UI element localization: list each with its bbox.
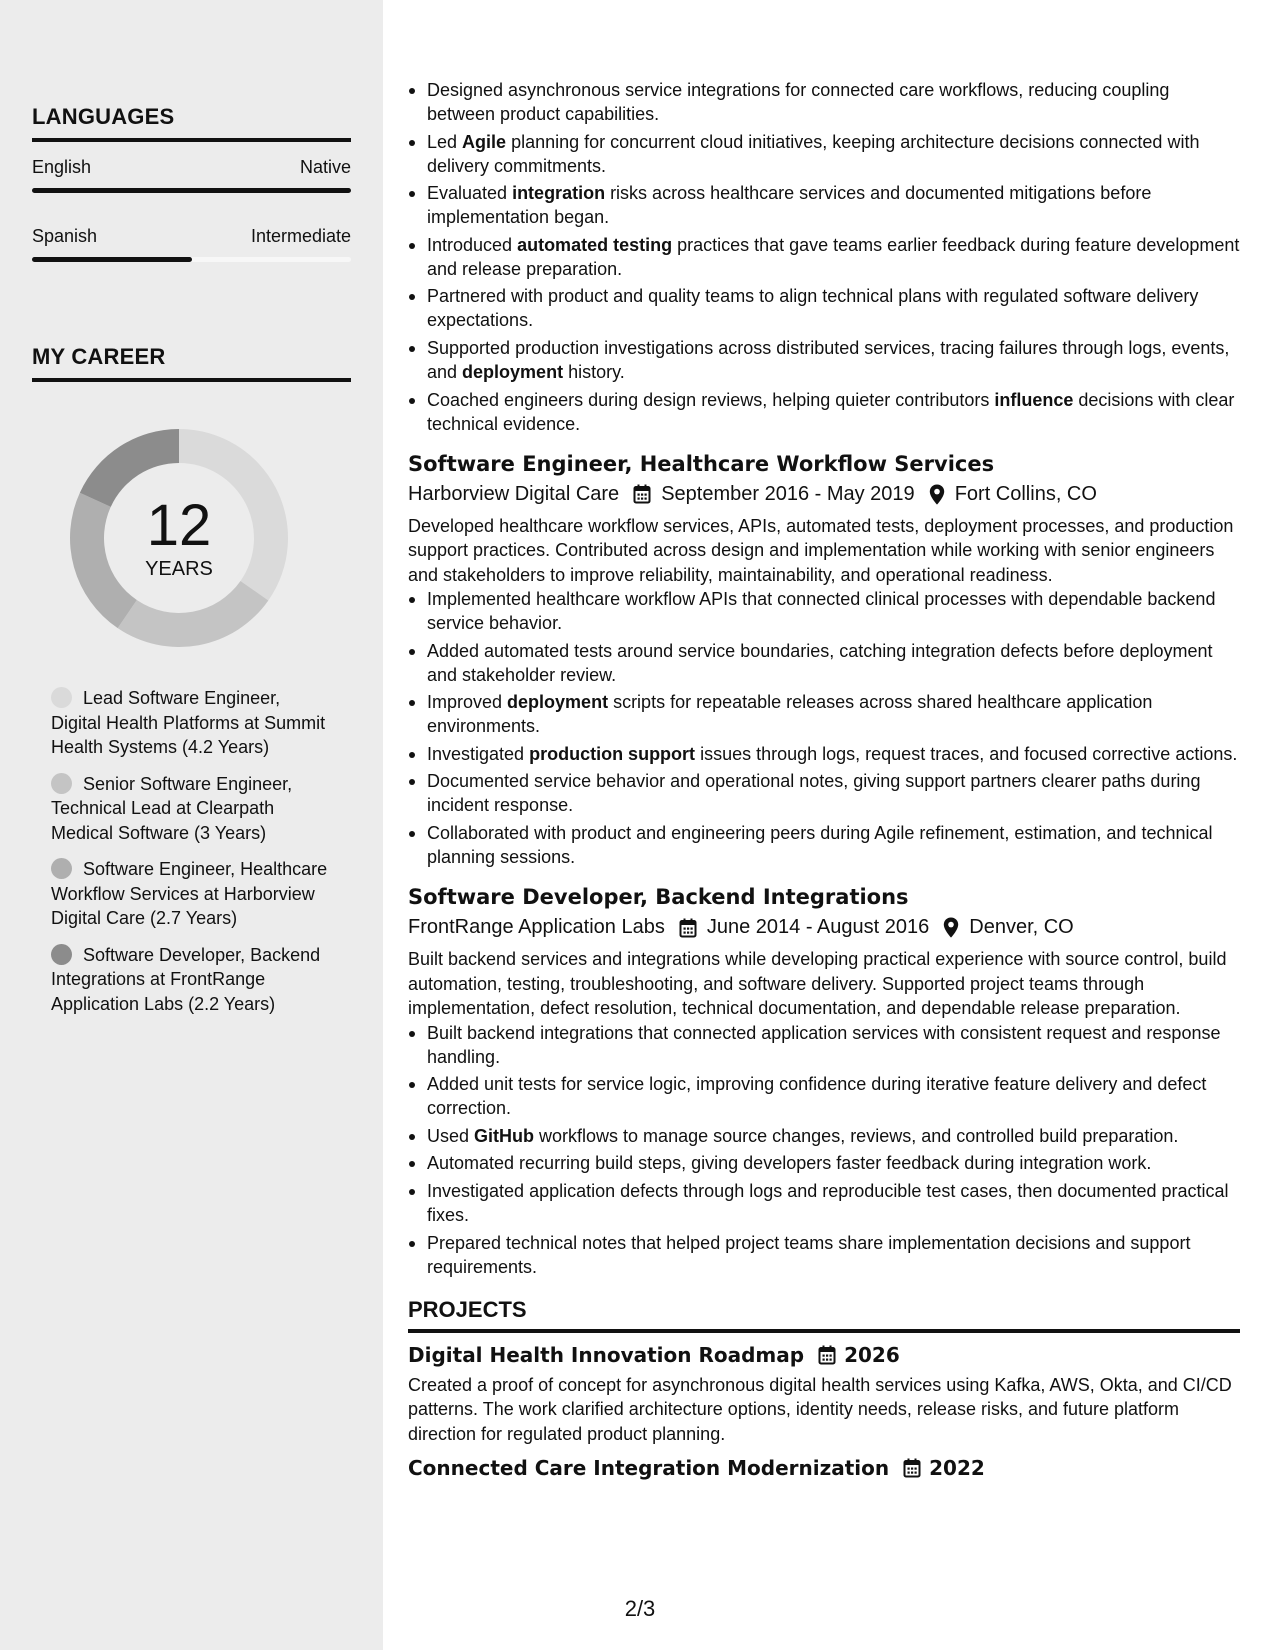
main-content (408, 78, 1240, 1480)
donut-center (64, 423, 294, 653)
project-description: Created a proof of concept for asynchronous digital health services using Kafka, AWS, Okta, and CI/CD patterns. The work clarified architecture options, identity needs, release risks, and future platform direction for regulated product planning. (408, 1374, 1232, 1444)
bullet-item: Coached engineers during design reviews, helping quieter contributors influence decisions with clear technical evidence. (408, 388, 1240, 436)
project-year: 2022 (929, 1456, 985, 1480)
page-number: 2/3 (624, 1596, 656, 1621)
bullet-item: Added unit tests for service logic, improving confidence during iterative feature delivery and defect correction. (408, 1072, 1240, 1120)
bullet-item: Built backend integrations that connected application services with consistent request and response handling. (408, 1021, 1240, 1069)
career-text: Senior Software Engineer, Technical Lead at Clearpath Medical Software (3 Years) (51, 773, 293, 843)
bullet-item: Investigated production support issues through logs, request traces, and focused corrective actions. (408, 742, 1240, 766)
company-name: FrontRange Application Labs (408, 916, 665, 939)
language-level: Native (299, 157, 351, 177)
language-proficiency-bar (32, 188, 351, 193)
bullet-item: Improved deployment scripts for repeatable releases across shared healthcare application environments. (408, 690, 1240, 738)
years-label: YEARS (145, 557, 213, 580)
projects-heading: PROJECTS (408, 1297, 1240, 1333)
job-meta (408, 483, 1240, 506)
career-color-dot (51, 858, 72, 879)
job-location: Denver, CO (969, 916, 1074, 939)
language-name: English (32, 157, 92, 177)
map-pin-icon (943, 917, 959, 938)
bullet-item: Supported production investigations across distributed services, tracing failures through logs, events, and deployment history. (408, 336, 1240, 384)
languages-heading: LANGUAGES (32, 104, 351, 142)
job-title: Software Developer, Backend Integrations (408, 885, 909, 910)
career-color-dot (51, 773, 72, 794)
project-title (408, 1343, 1240, 1367)
language-spanish (32, 226, 351, 262)
job-summary: Developed healthcare workflow services, APIs, automated tests, deployment processes, and production support practices. Contributed across design and implementation while working with senior engineers and stakeholders to improve reliability, maintainability, and operational readiness. (408, 515, 1234, 585)
calendar-icon (903, 1458, 921, 1478)
career-text: Software Developer, Backend Integrations at FrontRange Application Labs (2.2 Years) (51, 944, 321, 1014)
career-color-dot (51, 687, 72, 708)
language-proficiency-fill (32, 257, 192, 262)
career-text: Software Engineer, Healthcare Workflow Services at Harborview Digital Care (2.7 Years) (51, 859, 328, 928)
career-item (51, 943, 331, 1017)
job-summary: Built backend services and integrations while developing practical experience with source control, build automation, testing, troubleshooting, and software delivery. Supported project teams through implementation, defect resolution, technical documentation, and dependable release preparation. (408, 949, 1227, 1019)
career-item (51, 686, 331, 760)
job-dates: September 2016 - May 2019 (661, 482, 915, 505)
language-proficiency-fill (32, 188, 351, 193)
bullet-item: Led Agile planning for concurrent cloud initiatives, keeping architecture decisions connected with delivery commitments. (408, 130, 1240, 178)
language-english (32, 157, 351, 193)
career-heading: MY CAREER (32, 344, 351, 382)
language-proficiency-bar (32, 257, 351, 262)
map-pin-icon (929, 484, 945, 505)
job-location: Fort Collins, CO (954, 482, 1097, 505)
bullet-item: Partnered with product and quality teams to align technical plans with regulated software delivery expectations. (408, 284, 1240, 332)
project-name: Connected Care Integration Modernization (408, 1456, 890, 1480)
bullet-item: Introduced automated testing practices that gave teams earlier feedback during feature development and release preparation. (408, 233, 1240, 281)
bullet-item: Documented service behavior and operational notes, giving support partners clearer paths during incident response. (408, 769, 1240, 817)
jobs (408, 452, 1240, 1279)
bullet-item: Implemented healthcare workflow APIs that connected clinical processes with dependable backend service behavior. (408, 587, 1240, 635)
bullet-item: Used GitHub workflows to manage source changes, reviews, and controlled build preparation. (408, 1124, 1240, 1148)
project-title (408, 1456, 1240, 1480)
language-level: Intermediate (250, 226, 351, 246)
bullet-item: Designed asynchronous service integrations for connected care workflows, reducing coupling between product capabilities. (408, 78, 1240, 126)
total-years: 12 (146, 492, 212, 558)
job-bullet-list (408, 587, 1240, 869)
career-item (51, 772, 331, 846)
project-year: 2026 (844, 1342, 900, 1367)
sidebar (0, 0, 383, 1650)
project-name: Digital Health Innovation Roadmap (408, 1342, 805, 1367)
job-meta (408, 916, 1240, 939)
continued-bullet-list (408, 78, 1240, 436)
career-donut-chart (64, 423, 294, 653)
bullet-item: Investigated application defects through logs and reproducible test cases, then documented practical fixes. (408, 1179, 1240, 1227)
job-bullet-list (408, 1021, 1240, 1279)
job-title: Software Engineer, Healthcare Workflow Services (408, 451, 995, 476)
job-entry (408, 885, 1240, 1278)
career-text: Lead Software Engineer, Digital Health Platforms at Summit Health Systems (4.2 Years) (51, 688, 326, 757)
projects (408, 1343, 1240, 1481)
career-list (51, 686, 331, 1028)
bullet-item: Added automated tests around service boundaries, catching integration defects before deployment and stakeholder review. (408, 639, 1240, 687)
job-entry (408, 452, 1240, 869)
career-color-dot (51, 944, 72, 965)
language-name: Spanish (32, 226, 98, 246)
bullet-item: Collaborated with product and engineering peers during Agile refinement, estimation, and technical planning sessions. (408, 821, 1240, 869)
bullet-item: Evaluated integration risks across healthcare services and documented mitigations before implementation began. (408, 181, 1240, 229)
company-name: Harborview Digital Care (408, 482, 620, 505)
calendar-icon (679, 918, 697, 938)
bullet-item: Prepared technical notes that helped project teams share implementation decisions and support requirements. (408, 1231, 1240, 1279)
calendar-icon (633, 484, 651, 504)
calendar-icon (818, 1345, 836, 1365)
career-item (51, 857, 331, 931)
job-dates: June 2014 - August 2016 (706, 916, 930, 939)
bullet-item: Automated recurring build steps, giving developers faster feedback during integration work. (408, 1151, 1240, 1175)
